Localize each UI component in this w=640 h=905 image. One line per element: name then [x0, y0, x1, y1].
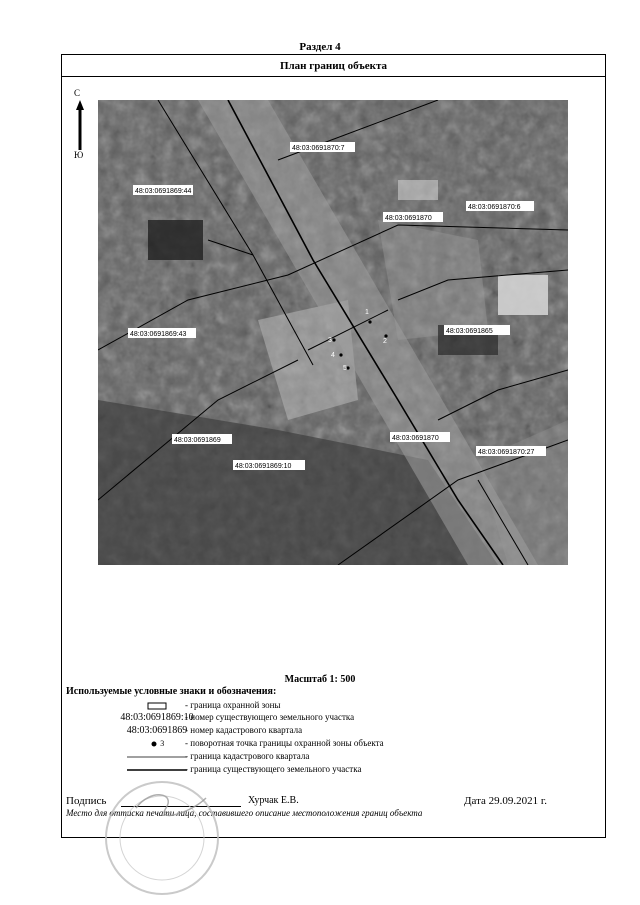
zone-point — [332, 338, 335, 341]
legend-desc: - номер существующего земельного участка — [185, 712, 355, 722]
seal-stamp — [96, 768, 236, 898]
parcel-label: 48:03:0691869:10 — [235, 463, 292, 470]
parcel-label: 48:03:0691870:7 — [292, 145, 345, 152]
parcel-label: 48:03:0691865 — [446, 328, 493, 335]
zone-point — [368, 320, 371, 323]
legend-desc: - номер кадастрового квартала — [185, 725, 303, 735]
zone-point-number: 3 — [328, 337, 332, 344]
legend-desc: - поворотная точка границы охранной зоны объекта — [185, 738, 384, 748]
legend-point-number: 3 — [160, 739, 165, 748]
legend-row-quarter-boundary — [60, 751, 600, 764]
scale-label: Масштаб 1: 500 — [284, 674, 356, 685]
zone-point-number: 4 — [331, 352, 335, 359]
parcel-label: 48:03:0691870 — [385, 215, 432, 222]
building — [148, 220, 203, 260]
zone-boundary-icon — [147, 702, 167, 710]
legend-row-point — [60, 738, 600, 751]
legend-symbol-quarter-number: 48:03:0691869 — [126, 725, 188, 736]
section-title: Раздел 4 — [299, 41, 341, 53]
signatory-name: Хурчак Е.В. — [248, 795, 299, 806]
plan-header: План границ объекта — [62, 55, 605, 77]
zone-point-number: 1 — [365, 309, 369, 316]
parcel-label: 48:03:0691869:43 — [130, 331, 187, 338]
stamp-note: Место для оттиска печати лица, составившего описание местоположения границ объекта — [66, 808, 423, 818]
legend-row-quarter-number — [60, 725, 600, 738]
building — [398, 180, 438, 200]
legend-row-parcel-number — [60, 712, 600, 725]
parcel-label: 48:03:0691870 — [392, 435, 439, 442]
legend-desc: - граница охранной зоны — [185, 700, 281, 710]
aerial-map — [98, 100, 568, 565]
quarter-boundary-line-icon — [127, 754, 187, 760]
north-arrow — [72, 88, 88, 164]
building — [498, 275, 548, 315]
legend-symbol-parcel-number: 48:03:0691869:10 — [120, 712, 194, 723]
south-label: Ю — [74, 150, 84, 160]
signature-label: Подпись — [66, 795, 107, 807]
zone-point-number: 5 — [343, 365, 347, 372]
parcel-label: 48:03:0691870:6 — [468, 204, 521, 211]
point-icon — [150, 740, 158, 748]
parcel-label: 48:03:0691870:27 — [478, 449, 535, 456]
parcel-label: 48:03:0691869:44 — [135, 188, 192, 195]
north-label: С — [74, 88, 81, 98]
parcel-label: 48:03:0691869 — [174, 437, 221, 444]
zone-point-number: 2 — [383, 338, 387, 345]
legend-title: Используемые условные знаки и обозначения: — [66, 686, 277, 697]
legend-desc: - граница существующего земельного участка — [185, 764, 362, 774]
document-date: Дата 29.09.2021 г. — [464, 795, 547, 807]
zone-point — [339, 353, 342, 356]
legend-desc: - граница кадастрового квартала — [185, 751, 310, 761]
